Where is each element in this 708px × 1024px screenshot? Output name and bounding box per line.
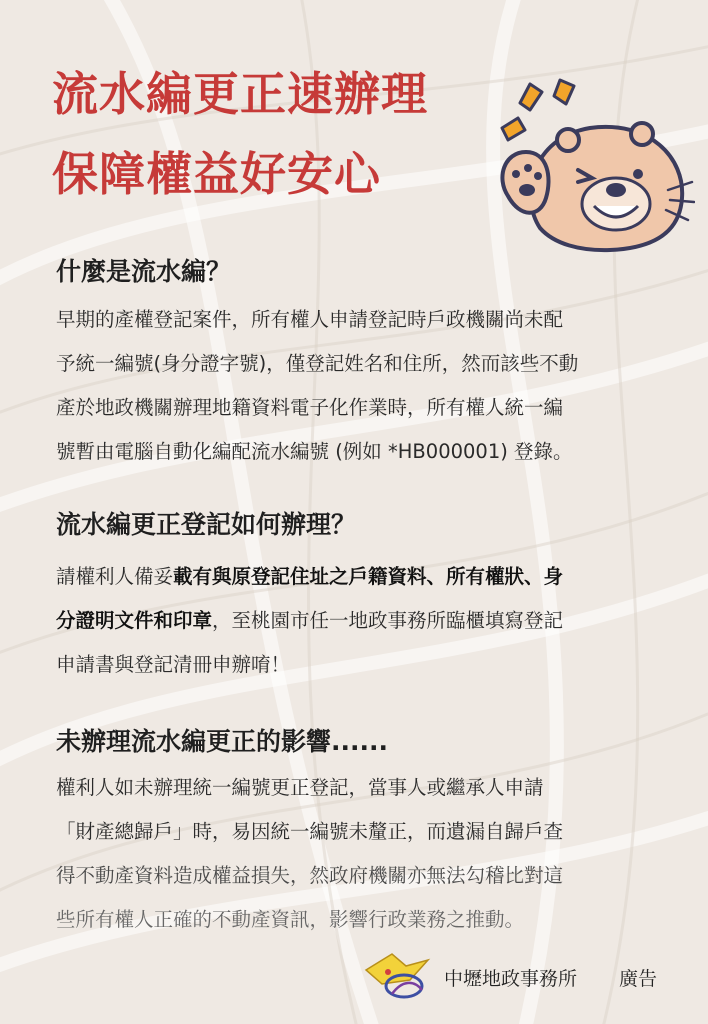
section-heading-how-to: 流水編更正登記如何辦理？ bbox=[56, 510, 357, 539]
paragraph-line bbox=[56, 599, 681, 643]
paragraph-line: 申請書與登記清冊申辦唷！ bbox=[56, 653, 291, 676]
paragraph-line: 號暫由電腦自動化編配流水編號 (例如 *HB000001) 登錄。 bbox=[56, 440, 573, 463]
section-heading-what-is: 什麼是流水編？ bbox=[56, 257, 232, 286]
section-heading-impact: 未辦理流水編更正的影響...... bbox=[56, 727, 388, 756]
otter-mascot-icon bbox=[490, 78, 695, 253]
paragraph-text: 請權利人備妥 bbox=[56, 565, 174, 588]
paragraph-line: 予統一編號(身分證字號)，僅登記姓名和住所，然而該些不動 bbox=[56, 352, 579, 375]
paragraph-line: 早期的產權登記案件，所有權人申請登記時戶政機關尚未配 bbox=[56, 308, 564, 331]
paragraph-line: 產於地政機關辦理地籍資料電子化作業時，所有權人統一編 bbox=[56, 396, 564, 419]
title-line-2: 保障權益好安心 bbox=[52, 147, 381, 201]
section-paragraph-how-to bbox=[56, 555, 681, 687]
office-name: 中壢地政事務所 bbox=[444, 968, 578, 990]
paragraph-line bbox=[56, 555, 681, 599]
paragraph-line: 些所有權人正確的不動產資訊，影響行政業務之推動。 bbox=[56, 908, 525, 931]
paragraph-line: 得不動產資料造成權益損失，然政府機關亦無法勾稽比對這 bbox=[56, 864, 564, 887]
office-logo-icon bbox=[362, 950, 434, 1002]
paragraph-line: 「財產總歸戶」時，易因統一編號未釐正，而遺漏自歸戶查 bbox=[56, 820, 564, 843]
title-line-1: 流水編更正速辦理 bbox=[52, 67, 428, 121]
section-paragraph-what-is bbox=[56, 298, 681, 474]
section-paragraph-impact bbox=[56, 766, 681, 942]
paragraph-text: ，至桃園市任一地政事務所臨櫃填寫登記 bbox=[212, 609, 564, 632]
ad-label: 廣告 bbox=[619, 968, 658, 990]
footer bbox=[362, 950, 682, 1002]
paragraph-line: 權利人如未辦理統一編號更正登記，當事人或繼承人申請 bbox=[56, 776, 544, 799]
required-documents-text: 分證明文件和印章 bbox=[56, 609, 213, 632]
required-documents-text: 載有與原登記住址之戶籍資料、所有權狀、身 bbox=[173, 565, 564, 588]
